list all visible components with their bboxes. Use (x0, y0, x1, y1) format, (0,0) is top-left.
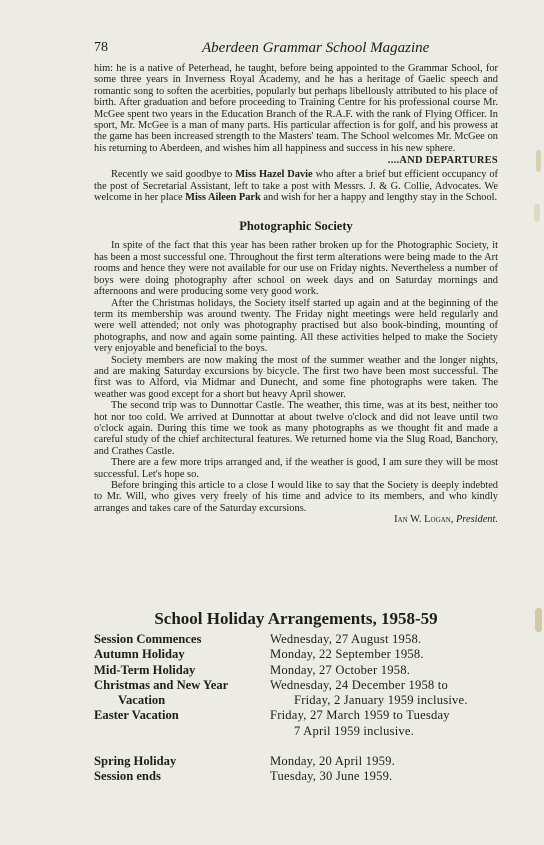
departures-paragraph: Recently we said goodbye to Miss Hazel Davie who after a brief but efficient occupancy of the post of Secretarial Assistant, left to take a post with Messrs. J. & G. Collie, Advocates. We welcome in her place Miss Aileen Park and wish for her a happy and lengthy stay in the School. (94, 169, 499, 204)
body-paragraph: The second trip was to Dunnottar Castle. The weather, this time, was at its best, neither too hot nor too cold. We arrived at Dunnottar at about twelve o'clock and did not leave until two o'clock again. During this time we took as many photographs as we thought fit and made a careful study of the chief architectural features. We returned home via the Slug Road, Banchory, and Crathes Castle. (94, 400, 498, 457)
intro-paragraph: him: he is a native of Peterhead, he taught, before being appointed to the Grammar School, for some three years in Inverness Royal Academy, and he has a heritage of Gaelic speech and romantic song to soften the acerbities, popularly but perhaps libellously attributed to his place of birth. After graduation and before proceeding to Training Centre for his professional course Mr. McGee spent two years in the Education Branch of the R.A.F. with the rank of Flying Officer. In sport, Mr. McGee is a man of many parts. His particular affection is for golf, and his prowess at the game has been increased strength to the Masters' team. The School welcomes Mr. McGee on his returning to Aberdeen, and wishes him all happiness and success in his new sphere. (94, 63, 498, 154)
body-paragraph: There are a few more trips arranged and, if the weather is good, I am sure they will be most successful. Let's hope so. (94, 457, 498, 480)
paper-stain (536, 150, 541, 172)
holiday-table (94, 632, 504, 785)
article-column (94, 63, 498, 526)
body-paragraph: After the Christmas holidays, the Society itself started up again and at the beginning of the term its membership was around twenty. The Friday night meetings were held regularly and were well attended; not only was photography practised but also book-binding, mounting of photographs, and now and again some painting. All these activities helped to make the Society very enjoyable and beneficial to the boys. (94, 297, 498, 355)
table-row: Session Commences Wednesday, 27 August 1958. (94, 632, 422, 646)
page-number: 78 (94, 40, 108, 55)
table-row: 7 April 1959 inclusive. (294, 723, 415, 738)
paper-stain (534, 204, 540, 222)
holiday-title: School Holiday Arrangements, 1958-59 (154, 609, 438, 628)
paper-stain (535, 608, 542, 632)
page-header (94, 40, 494, 56)
table-row: Vacation Friday, 2 January 1959 inclusive. (118, 693, 468, 708)
table-row: Spring Holiday Monday, 20 April 1959. (94, 754, 395, 769)
table-row: Mid-Term Holiday Monday, 27 October 1958. (94, 662, 411, 677)
body-paragraph: In spite of the fact that this year has been rather broken up for the Photographic Society, it has been a most successful one. Throughout the first term alterations were being made to the Art rooms and hence they were not available for our use on Friday nights. Nevertheless a number of boys were doing photography after school on week days and on Saturday mornings and afternoons and were producing some very good work. (94, 240, 498, 298)
staff-name: Miss Hazel Davie (235, 169, 313, 181)
signature: Ian W. Logan, President. (394, 514, 498, 526)
body-paragraph: Before bringing this article to a close I would like to say that the Society is deeply indebted to Mr. Will, who gives very freely of his time and advice to its members, and who kindly arranges and takes care of the Saturday excursions. (94, 480, 498, 514)
table-row: Session ends Tuesday, 30 June 1959. (94, 769, 393, 784)
table-row: Autumn Holiday Monday, 22 September 1958. (94, 647, 424, 662)
table-row: Easter Vacation Friday, 27 March 1959 to Tuesday (94, 708, 450, 723)
staff-name: Miss Aileen Park (185, 192, 261, 204)
departures-heading: ....AND DEPARTURES (387, 155, 498, 167)
section-title: Photographic Society (239, 219, 353, 234)
journal-title: Aberdeen Grammar School Magazine (202, 40, 430, 56)
body-paragraph: Society members are now making the most of the summer weather and the longer nights, and are making Saturday excursions by bicycle. The first two have been most successful. The first was to Alford, via Midmar and Dunecht, and some fine photographs were taken. The weather was good except for a short but heavy April shower. (94, 354, 498, 400)
table-row: Christmas and New Year Wednesday, 24 December 1958 to (94, 677, 448, 692)
